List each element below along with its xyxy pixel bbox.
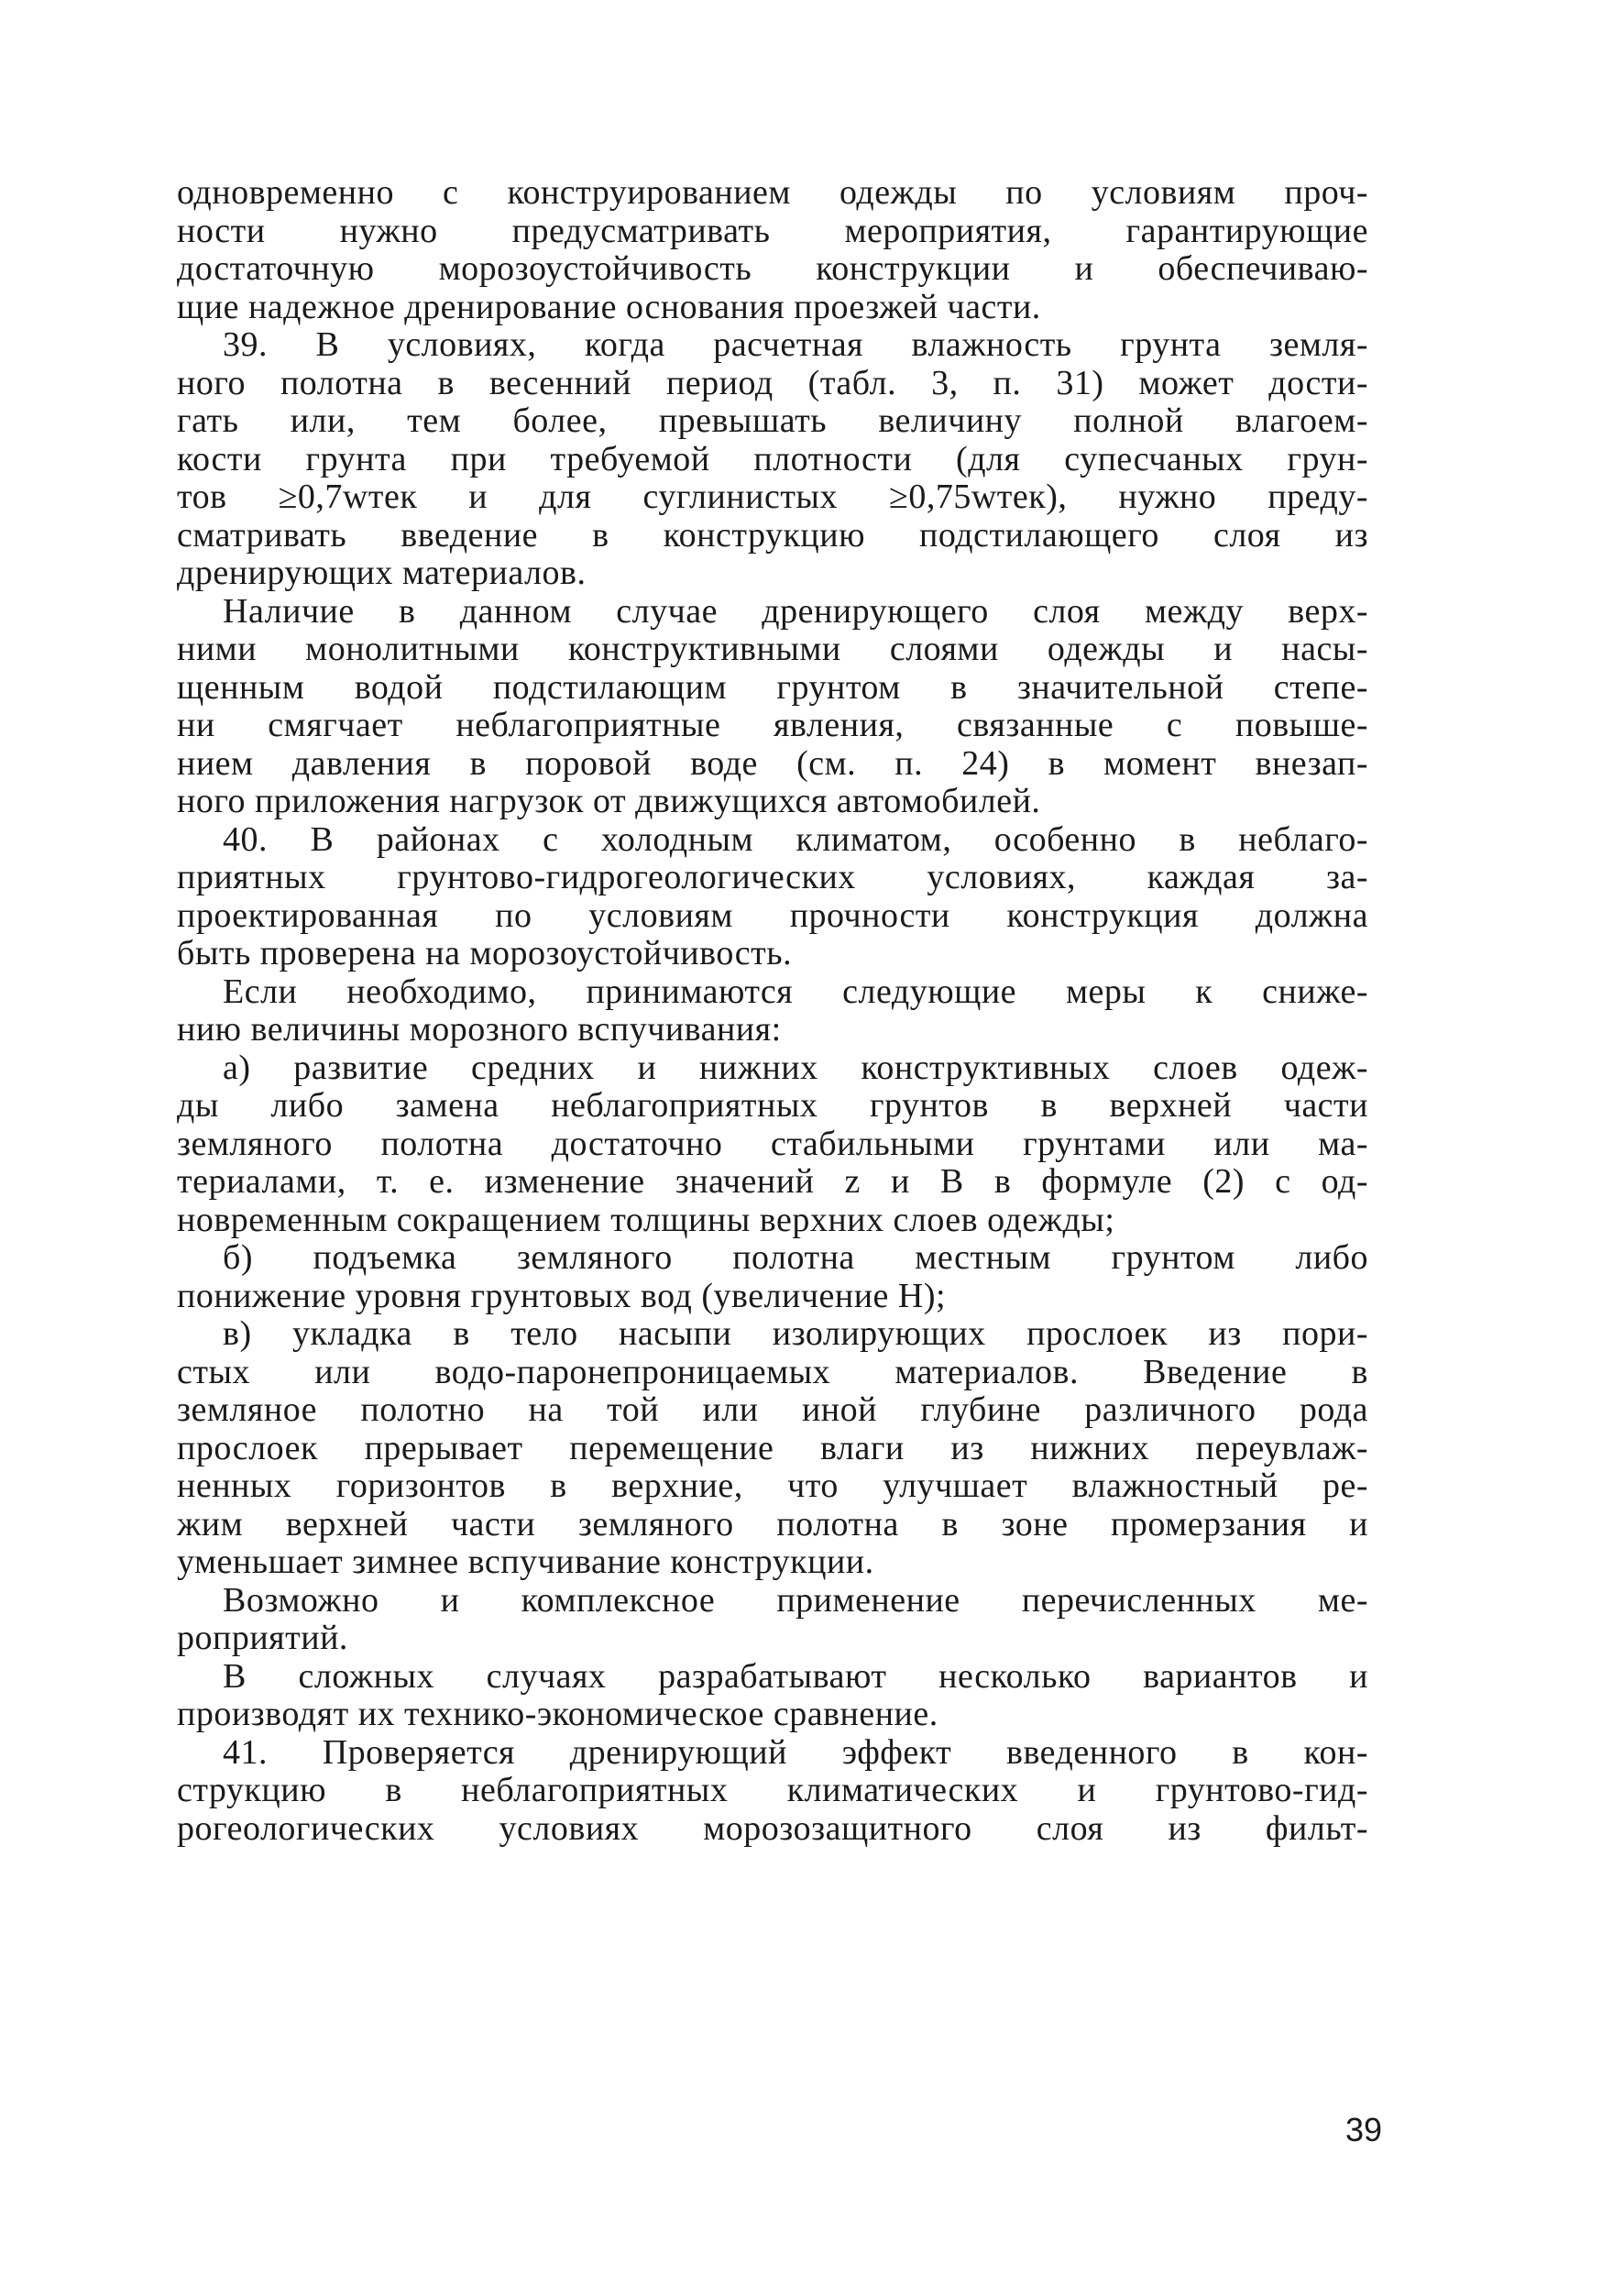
text-line: приятных грунтово-гидрогеологических условиях, каждая за-: [177, 858, 1368, 896]
text-line: ненных горизонтов в верхние, что улучшает влажностный ре-: [177, 1467, 1368, 1505]
text-line: новременным сокращением толщины верхних слоев одежды;: [177, 1200, 1115, 1239]
text-line: достаточную морозоустойчивость конструкции и обеспечиваю-: [177, 249, 1368, 288]
paragraph-variants: [177, 1658, 1368, 1734]
text-line: нию величины морозного вспучивания:: [177, 1010, 782, 1049]
text-line: дренирующих материалов.: [177, 554, 587, 592]
text-line: Если необходимо, принимаются следующие меры к сниже-: [223, 972, 1368, 1011]
text-line: нием давления в поровой воде (см. п. 24) в момент внезап-: [177, 743, 1368, 783]
list-item-v: [177, 1315, 1368, 1582]
text-line: 41. Проверяется дренирующий эффект введенного в кон-: [223, 1732, 1368, 1772]
text-line: ного полотна в весенний период (табл. 3, п. 31) может дости-: [177, 363, 1368, 402]
text-line: земляное полотно на той или иной глубине различного рода: [177, 1390, 1368, 1429]
text-line: териалами, т. е. изменение значений z и B в формуле (2) с од-: [177, 1162, 1368, 1201]
paragraph-41: [177, 1734, 1368, 1849]
text-line: В сложных случаях разрабатывают несколько вариантов и: [223, 1656, 1368, 1696]
text-line: ними монолитными конструктивными слоями одежды и насы-: [177, 630, 1368, 668]
text-line: проектированная по условиям прочности конструкция должна: [177, 895, 1368, 935]
text-line: щие надежное дренирование основания проезжей части.: [177, 287, 1041, 326]
text-line: Возможно и комплексное применение перечисленных ме-: [223, 1580, 1368, 1620]
text-line: б) подъемка земляного полотна местным грунтом либо: [223, 1238, 1368, 1277]
page-body: [177, 174, 1368, 1848]
text-line: производят их технико-экономическое сравнение.: [177, 1695, 938, 1733]
paragraph-measures-intro: [177, 973, 1368, 1049]
text-line: Наличие в данном случае дренирующего слоя между верх-: [223, 591, 1368, 631]
paragraph-complex-application: [177, 1582, 1368, 1658]
text-line: струкцию в неблагоприятных климатических и грунтово-гид-: [177, 1771, 1368, 1809]
text-line: понижение уровня грунтовых вод (увеличение H);: [177, 1276, 947, 1315]
text-line: 39. В условиях, когда расчетная влажность грунта земля-: [223, 325, 1368, 364]
text-line: кости грунта при требуемой плотности (для супесчаных грун-: [177, 439, 1368, 478]
text-line: рогеологических условиях морозозащитного слоя из фильт-: [177, 1808, 1368, 1848]
paragraph-continuation: [177, 174, 1368, 326]
text-line: а) развитие средних и нижних конструктивных слоев одеж-: [223, 1048, 1368, 1087]
text-line: в) укладка в тело насыпи изолирующих прослоек из пори-: [223, 1314, 1368, 1353]
text-line: сматривать введение в конструкцию подстилающего слоя из: [177, 515, 1368, 555]
text-line: гать или, тем более, превышать величину полной влагоем-: [177, 401, 1368, 440]
list-item-b: [177, 1239, 1368, 1315]
text-line: прослоек прерывает перемещение влаги из нижних переувлаж-: [177, 1428, 1368, 1467]
text-line: стых или водо-паронепроницаемых материалов. Введение в: [177, 1352, 1368, 1391]
text-line: роприятий.: [177, 1619, 348, 1657]
text-line: жим верхней части земляного полотна в зоне промерзания и: [177, 1504, 1368, 1543]
page-number: 39: [1344, 2111, 1382, 2148]
text-line: ного приложения нагрузок от движущихся автомобилей.: [177, 782, 1041, 820]
text-line: одновременно с конструированием одежды по условиям проч-: [177, 173, 1368, 212]
text-line: земляного полотна достаточно стабильными грунтами или ма-: [177, 1124, 1368, 1163]
text-line: щенным водой подстилающим грунтом в значительной степе-: [177, 667, 1368, 707]
paragraph-drainage-layer: [177, 593, 1368, 821]
text-line: 40. В районах с холодным климатом, особенно в неблаго-: [223, 819, 1368, 859]
text-line: ни смягчает неблагоприятные явления, связанные с повыше-: [177, 706, 1368, 744]
list-item-a: [177, 1049, 1368, 1240]
paragraph-40: [177, 821, 1368, 973]
text-line: тов ≥0,7wтек и для суглинистых ≥0,75wтек), нужно преду-: [177, 478, 1368, 516]
text-line: уменьшает зимнее вспучивание конструкции.: [177, 1543, 874, 1581]
paragraph-39: [177, 326, 1368, 593]
text-line: ности нужно предусматривать мероприятия, гарантирующие: [177, 211, 1368, 250]
text-line: быть проверена на морозоустойчивость.: [177, 934, 793, 972]
text-line: ды либо замена неблагоприятных грунтов в верхней части: [177, 1086, 1368, 1125]
